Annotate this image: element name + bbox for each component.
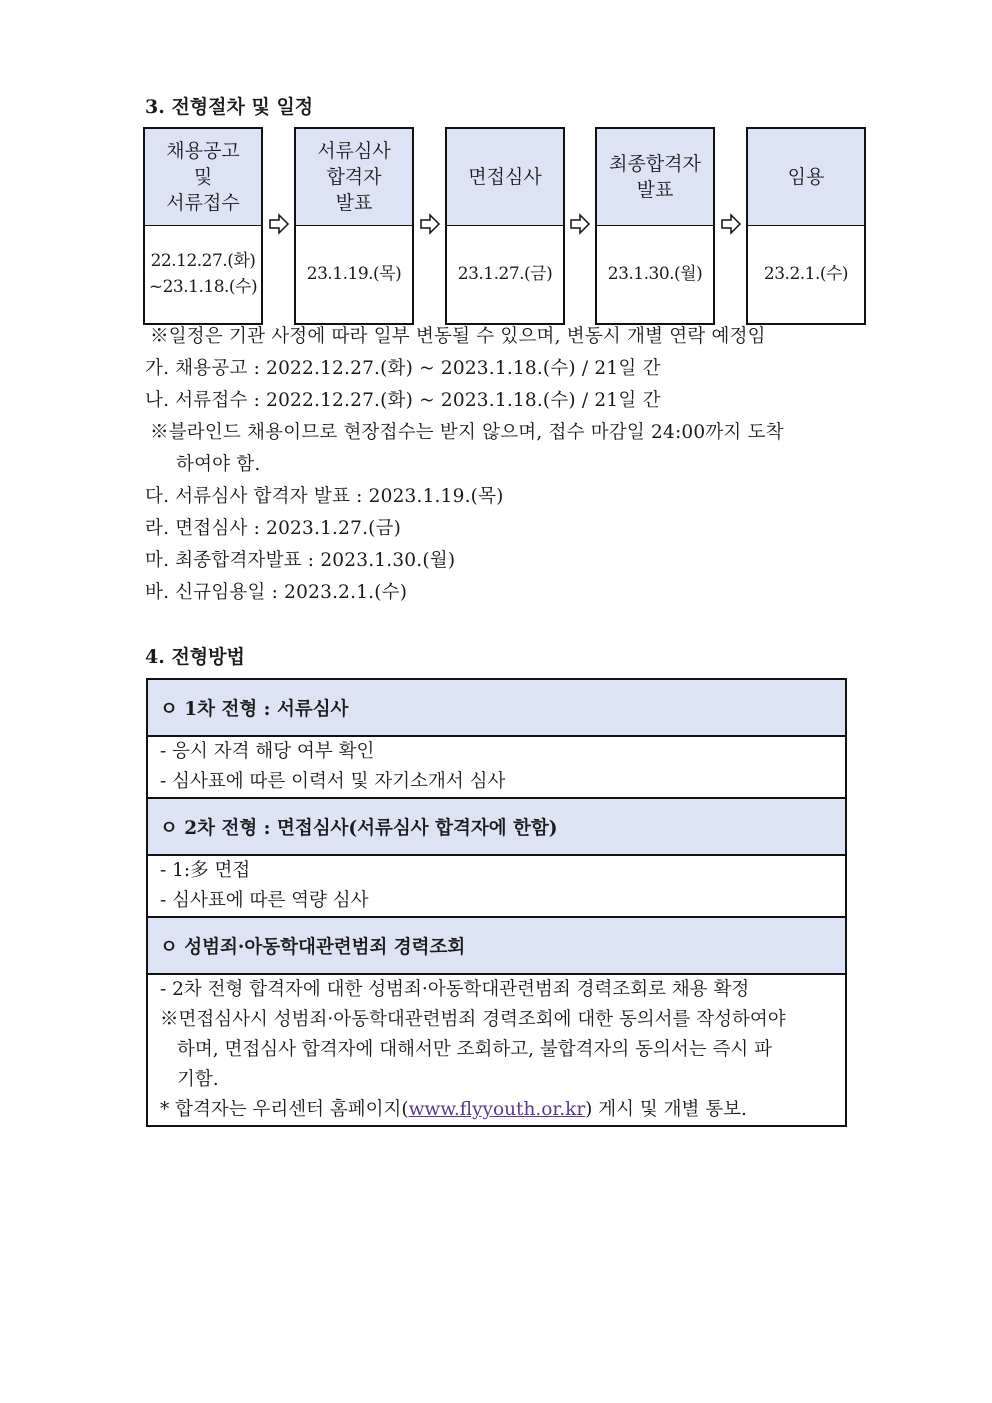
step-title: 채용공고 및 서류접수 <box>145 129 261 226</box>
stage-2-line: - 1:多 면접 <box>160 860 251 881</box>
schedule-item-a: 가. 채용공고 : 2022.12.27.(화) ~ 2023.1.18.(수) / 21일 간 <box>145 358 661 379</box>
stage-1-body <box>147 736 846 798</box>
step-title: 면접심사 <box>447 129 563 226</box>
stage-2-line: - 심사표에 따른 역량 심사 <box>160 890 369 911</box>
step-title: 최종합격자 발표 <box>597 129 713 226</box>
stage-3-header: ㅇ 성범죄·아동학대관련범죄 경력조회 <box>147 917 846 974</box>
step-date: 23.1.19.(목) <box>306 264 402 284</box>
step-title: 임용 <box>748 129 864 226</box>
step-date: 23.1.27.(금) <box>457 264 553 284</box>
stage-1-header: ㅇ 1차 전형 : 서류심사 <box>147 679 846 736</box>
stage-1-line: - 응시 자격 해당 여부 확인 <box>160 741 375 762</box>
stage-1-line: - 심사표에 따른 이력서 및 자기소개서 심사 <box>160 771 506 792</box>
schedule-note: ※일정은 기관 사정에 따라 일부 변동될 수 있으며, 변동시 개별 연락 예정임 <box>150 326 766 347</box>
stage-2-header: ㅇ 2차 전형 : 면접심사(서류심사 합격자에 한함) <box>147 798 846 855</box>
arrow-right-icon <box>268 213 290 235</box>
step-title: 서류심사 합격자 발표 <box>296 129 412 226</box>
consent-note-cont: 기함. <box>177 1069 219 1090</box>
stage-2-body <box>147 855 846 917</box>
homepage-link[interactable]: www.flyyouth.or.kr <box>408 1099 586 1120</box>
blind-note: ※블라인드 채용이므로 현장접수는 받지 않으며, 접수 마감일 24:00까지 도착 <box>150 422 784 443</box>
selection-method-table <box>146 678 847 1127</box>
notice-suffix: ) 게시 및 개별 통보. <box>585 1099 747 1120</box>
section-3-heading: 3. 전형절차 및 일정 <box>145 96 314 118</box>
notice-line <box>160 1095 833 1125</box>
step-date: 22.12.27.(화) ~23.1.18.(수) <box>148 251 258 297</box>
stage-3-line: - 2차 전형 합격자에 대한 성범죄·아동학대관련범죄 경력조회로 채용 확정 <box>160 979 750 1000</box>
step-box-announcement <box>143 127 263 325</box>
schedule-item-c: 다. 서류심사 합격자 발표 : 2023.1.19.(목) <box>145 486 504 507</box>
arrow-right-icon <box>419 213 441 235</box>
blind-note-cont: 하여야 함. <box>176 454 261 475</box>
arrow-right-icon <box>569 213 591 235</box>
step-box-document-result <box>294 127 414 325</box>
consent-note: ※면접심사시 성범죄·아동학대관련범죄 경력조회에 대한 동의서를 작성하여야 <box>160 1009 786 1030</box>
notice-prefix: * 합격자는 우리센터 홈페이지( <box>160 1099 409 1120</box>
step-box-interview <box>445 127 565 325</box>
step-date: 23.2.1.(수) <box>763 264 849 284</box>
schedule-item-e: 마. 최종합격자발표 : 2023.1.30.(월) <box>145 550 456 571</box>
schedule-item-d: 라. 면접심사 : 2023.1.27.(금) <box>145 518 402 539</box>
step-date: 23.1.30.(월) <box>607 264 703 284</box>
step-box-appointment <box>746 127 866 325</box>
process-flow <box>143 127 865 323</box>
section-4-heading: 4. 전형방법 <box>145 646 245 668</box>
stage-3-body <box>147 974 846 1126</box>
step-box-final-result <box>595 127 715 325</box>
schedule-item-f: 바. 신규임용일 : 2023.2.1.(수) <box>145 582 408 603</box>
schedule-item-b: 나. 서류접수 : 2022.12.27.(화) ~ 2023.1.18.(수) / 21일 간 <box>145 390 661 411</box>
consent-note-cont: 하며, 면접심사 합격자에 대해서만 조회하고, 불합격자의 동의서는 즉시 파 <box>177 1039 772 1060</box>
arrow-right-icon <box>720 213 742 235</box>
